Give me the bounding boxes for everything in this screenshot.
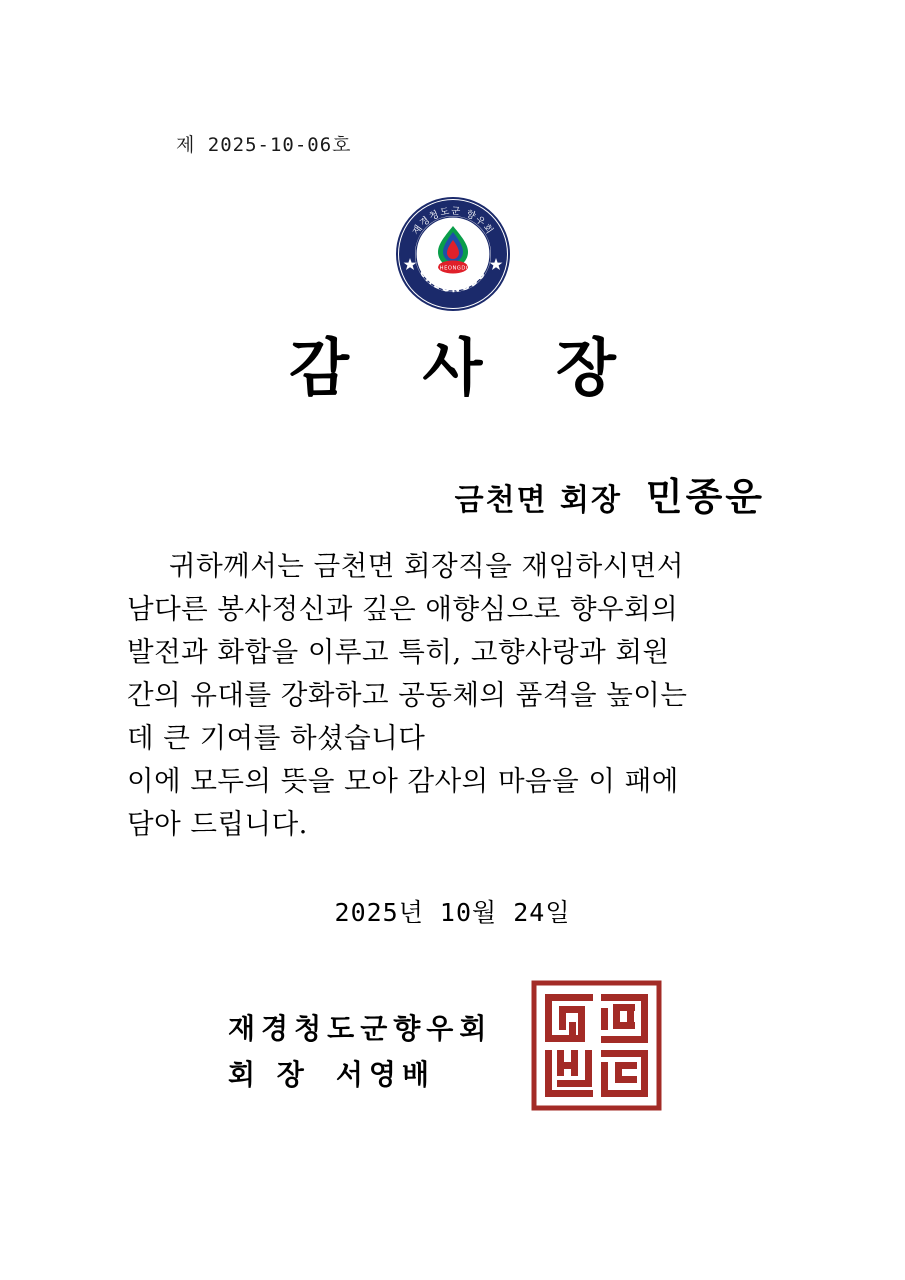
cheongdo-association-emblem-icon: [395, 196, 511, 312]
body-line: 발전과 화합을 이루고 특히, 고향사랑과 회원: [127, 636, 670, 668]
body-line: 간의 유대를 강화하고 공동체의 품격을 높이는: [127, 679, 688, 711]
svg-text:재경청도군 향우회: 재경청도군 향우회: [410, 205, 495, 238]
body-line: 남다른 봉사정신과 깊은 애향심으로 향우회의: [127, 593, 679, 625]
signature-block: [228, 1006, 492, 1098]
issuing-organization: 재경청도군향우회: [228, 1012, 493, 1045]
document-number: 제 2025-10-06호: [176, 134, 352, 156]
recipient-line: [455, 466, 765, 521]
svg-text:CHEONGDO: CHEONGDO: [416, 267, 489, 296]
official-seal-icon: [531, 980, 662, 1111]
issue-date: 2025년 10월 24일: [334, 898, 571, 927]
recipient-name: 민종운: [645, 474, 765, 519]
svg-text:CHEONGDO: CHEONGDO: [435, 265, 470, 272]
certificate-body: [127, 545, 775, 846]
body-line: 담아 드립니다.: [127, 808, 308, 840]
signer-title: 회 장: [228, 1058, 310, 1091]
body-line: 이에 모두의 뜻을 모아 감사의 마음을 이 패에: [127, 765, 679, 797]
emblem-container: [0, 196, 905, 312]
certificate-title: 감 사 장: [289, 331, 642, 404]
recipient-role: 금천면 회장: [454, 483, 623, 518]
body-line: 데 큰 기여를 하셨습니다: [127, 722, 426, 754]
signer-name: 서영배: [335, 1058, 436, 1091]
body-line: 귀하께서는 금천면 회장직을 재임하시면서: [169, 550, 684, 582]
signer-line: [228, 1052, 492, 1098]
